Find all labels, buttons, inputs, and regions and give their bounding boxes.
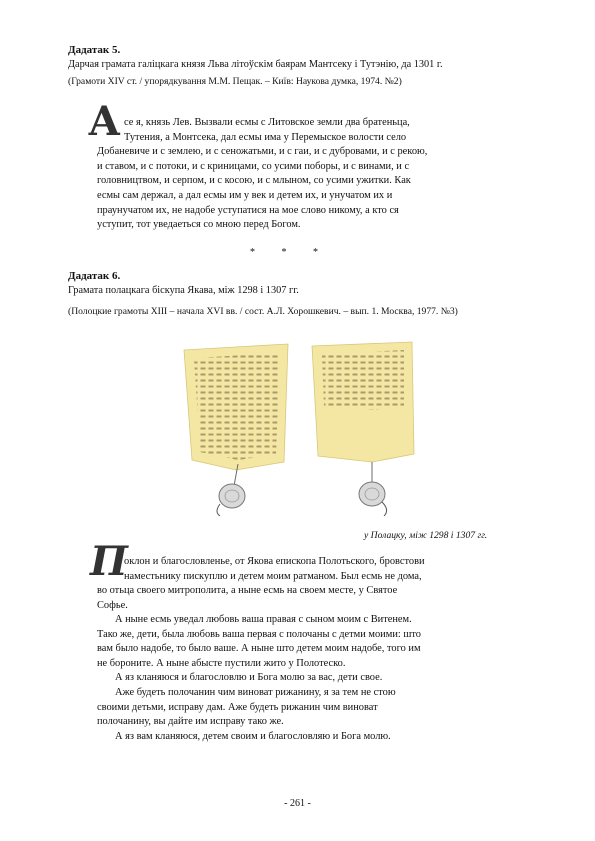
text-line: уступит, тот уведаеться со мною перед Богом. <box>97 219 301 231</box>
appendix-6-intro <box>97 555 425 613</box>
text-line: своими детьми, исправу дам. Аже будеть рижанин чим виноват <box>97 701 378 713</box>
text-line: Тутения, а Монтсека, дал есмы има у Перемыское волости село <box>124 131 407 143</box>
appendix-6-title: Грамата полацкага біскупа Якава, між 1298 і 1307 гг. <box>68 285 299 296</box>
appendix-6-dropcap: П <box>90 538 128 585</box>
appendix-5-title: Дарчая грамата галіцкага князя Льва літоўскім баярам Мантсеку і Тутэнію, да 1301 г. <box>68 59 443 70</box>
text-line: Добаневиче и с землею, и с сеножатьми, и с гаи, и с дубровами, и с рекою, <box>97 146 428 158</box>
text-line: есмы сам держал, а дал есмы им у век и детем их, и унучатом их и <box>97 189 393 201</box>
appendix-6-source: (Полоцкие грамоты XIII – начала XVI вв. / сост. А.Л. Хорошкевич. – вып. 1. Москва, 1977. №3) <box>68 306 458 317</box>
charter-fragment-right <box>312 342 414 516</box>
text-line: праунучатом их, не надобе уступатися на мое слово никому, а кто ся <box>97 204 399 216</box>
appendix-5-heading: Дадатак 5. <box>68 44 121 56</box>
text-line: А яз кланяюся и благословлю и Бога молю за вас, дети свое. <box>115 672 383 684</box>
text-line: полочанину, вы дайте им исправу тако же. <box>97 716 284 728</box>
text-line: головництвом, и серпом, и с косою, и с млыном, со усими ужитки. Как <box>97 175 411 187</box>
text-line: Аже будеть полочанин чим виноват рижанину, я за тем не стою <box>115 686 396 698</box>
image-caption: у Полацку, між 1298 і 1307 гг. <box>364 530 488 541</box>
text-line: Тако же, дети, была любовь ваша первая с полочаны с детми моими: што <box>97 628 421 640</box>
charter-fragment-left <box>184 344 288 516</box>
appendix-5-dropcap: А <box>88 98 121 145</box>
text-line: А яз вам кланяюся, детем своим и благословляю и Бога молю. <box>115 730 391 742</box>
text-line: наместьнику пискуплю и детем моим ратманом. Был есмь не дома, <box>124 570 422 582</box>
appendix-5-source: (Грамоти XIV ст. / упорядкування М.М. Пещак. – Київ: Наукова думка, 1974. №2) <box>68 76 402 87</box>
page-number: - 261 - <box>284 798 311 809</box>
appendix-6-body <box>97 613 421 744</box>
text-line: се я, князь Лев. Вызвали есмы с Литовское земли два братеньца, <box>124 117 410 128</box>
text-line: и ставом, и с потоки, и с криницами, со усими поборы, и с винами, и с <box>97 160 410 172</box>
text-line: Софье. <box>97 599 128 611</box>
appendix-5-text <box>97 116 428 233</box>
text-line: оклон и благословленье, от Якова епископа Полотьского, бровстови <box>124 556 425 567</box>
appendix-6-heading: Дадатак 6. <box>68 270 121 282</box>
text-line: А ныне есмь уведал любовь ваша правая с сыном моим с Витенем. <box>115 614 412 625</box>
section-separator: * * * <box>250 247 330 258</box>
text-line: во отьца своего митрополита, а ныне есмь на своем месте, у Святое <box>97 585 398 597</box>
charter-image <box>176 336 426 516</box>
text-line: не бороните. А ныне абысте пустили жито у Полотеско. <box>97 657 346 669</box>
text-line: вам было надобе, то было ваше. А ныне што детем моим надобе, того им <box>97 643 421 655</box>
